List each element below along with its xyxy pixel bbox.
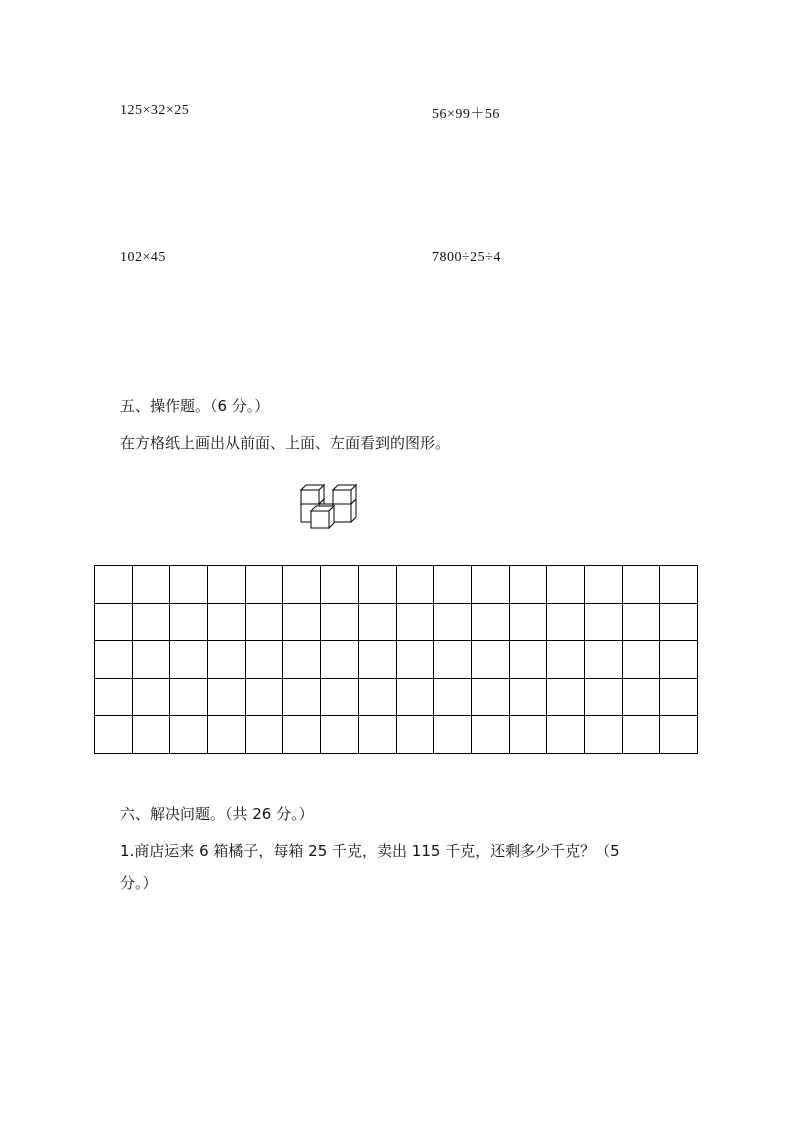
grid-cell bbox=[208, 603, 246, 641]
grid-cell bbox=[170, 716, 208, 754]
grid-cell bbox=[283, 603, 321, 641]
grid-cell bbox=[95, 603, 133, 641]
grid-cell bbox=[547, 603, 585, 641]
grid-cell bbox=[283, 716, 321, 754]
grid-cell bbox=[396, 716, 434, 754]
grid-cell bbox=[660, 716, 698, 754]
question-1-line-2: 分。） bbox=[120, 874, 158, 892]
grid-cell bbox=[622, 566, 660, 604]
grid-cell bbox=[321, 566, 359, 604]
grid-cell bbox=[584, 603, 622, 641]
section5-heading: 五、操作题。（6 分。） bbox=[120, 397, 270, 415]
grid-cell bbox=[396, 603, 434, 641]
grid-cell bbox=[660, 566, 698, 604]
grid-cell bbox=[622, 678, 660, 716]
grid-cell bbox=[170, 678, 208, 716]
grid-cell bbox=[245, 678, 283, 716]
calc-1: 125×32×25 bbox=[120, 103, 190, 118]
grid-cell bbox=[358, 716, 396, 754]
grid-cell bbox=[170, 603, 208, 641]
grid-cell bbox=[471, 678, 509, 716]
grid-cell bbox=[170, 566, 208, 604]
grid-cell bbox=[132, 566, 170, 604]
grid-cell bbox=[358, 641, 396, 679]
grid-cell bbox=[509, 566, 547, 604]
grid-cell bbox=[584, 566, 622, 604]
calc-2: 56×99＋56 bbox=[432, 107, 500, 122]
grid-cell bbox=[471, 716, 509, 754]
grid-cell bbox=[321, 716, 359, 754]
grid-cell bbox=[509, 603, 547, 641]
grid-cell bbox=[132, 716, 170, 754]
grid-cell bbox=[358, 678, 396, 716]
grid-cell bbox=[584, 641, 622, 679]
grid-cell bbox=[584, 716, 622, 754]
grid-row bbox=[95, 678, 698, 716]
grid-cell bbox=[660, 641, 698, 679]
grid-cell bbox=[622, 641, 660, 679]
grid-cell bbox=[170, 641, 208, 679]
grid-row bbox=[95, 603, 698, 641]
grid-cell bbox=[208, 566, 246, 604]
grid-cell bbox=[245, 603, 283, 641]
grid-cell bbox=[321, 641, 359, 679]
grid-cell bbox=[547, 641, 585, 679]
grid-cell bbox=[283, 641, 321, 679]
grid-cell bbox=[660, 603, 698, 641]
grid-cell bbox=[434, 641, 472, 679]
grid-row bbox=[95, 716, 698, 754]
grid-cell bbox=[660, 678, 698, 716]
grid-cell bbox=[434, 716, 472, 754]
grid-cell bbox=[434, 678, 472, 716]
grid-cell bbox=[95, 716, 133, 754]
calc-3: 102×45 bbox=[120, 250, 166, 265]
grid-cell bbox=[245, 641, 283, 679]
grid-cell bbox=[95, 678, 133, 716]
square-grid-paper bbox=[94, 565, 698, 754]
grid-cell bbox=[132, 641, 170, 679]
grid-cell bbox=[208, 678, 246, 716]
grid-cell bbox=[208, 641, 246, 679]
grid-cell bbox=[434, 603, 472, 641]
section5-instruction: 在方格纸上画出从前面、上面、左面看到的图形。 bbox=[120, 434, 451, 452]
question-1-line-1: 1.商店运来 6 箱橘子，每箱 25 千克，卖出 115 千克，还剩多少千克？（5 bbox=[120, 842, 620, 860]
grid-cell bbox=[471, 603, 509, 641]
grid-cell bbox=[283, 566, 321, 604]
grid-cell bbox=[358, 603, 396, 641]
grid-cell bbox=[132, 603, 170, 641]
grid-cell bbox=[547, 566, 585, 604]
grid-cell bbox=[547, 716, 585, 754]
grid-cell bbox=[509, 678, 547, 716]
calc-4: 7800÷25÷4 bbox=[432, 250, 501, 265]
grid-cell bbox=[471, 641, 509, 679]
grid-cell bbox=[245, 566, 283, 604]
grid-cell bbox=[95, 641, 133, 679]
grid-cell bbox=[396, 641, 434, 679]
grid-cell bbox=[321, 603, 359, 641]
grid-cell bbox=[396, 678, 434, 716]
grid-cell bbox=[584, 678, 622, 716]
grid-cell bbox=[208, 716, 246, 754]
grid-cell bbox=[321, 678, 359, 716]
grid-cell bbox=[358, 566, 396, 604]
grid-row bbox=[95, 641, 698, 679]
grid-cell bbox=[622, 603, 660, 641]
grid-cell bbox=[547, 678, 585, 716]
grid-cell bbox=[95, 566, 133, 604]
grid-cell bbox=[509, 641, 547, 679]
section6-heading: 六、解决问题。（共 26 分。） bbox=[120, 805, 314, 823]
grid-cell bbox=[509, 716, 547, 754]
grid-cell bbox=[245, 716, 283, 754]
grid-cell bbox=[132, 678, 170, 716]
grid-cell bbox=[471, 566, 509, 604]
grid-cell bbox=[396, 566, 434, 604]
grid-row bbox=[95, 566, 698, 604]
grid-cell bbox=[283, 678, 321, 716]
stacked-cubes-icon bbox=[298, 481, 362, 531]
grid-cell bbox=[434, 566, 472, 604]
grid-cell bbox=[622, 716, 660, 754]
